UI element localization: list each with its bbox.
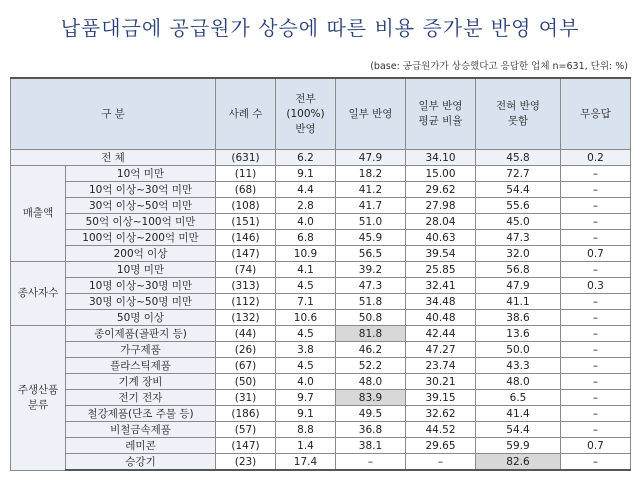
row-label: 30명 이상~50명 미만: [66, 294, 216, 310]
cell-cases: (31): [216, 390, 276, 406]
cell-cases: (57): [216, 422, 276, 438]
cell-none: 54.4: [476, 422, 561, 438]
table-row: [11, 198, 631, 214]
cell-cases: (151): [216, 214, 276, 230]
cell-none: 82.6: [476, 454, 561, 471]
table-row: [11, 278, 631, 294]
cell-partial-avg: 34.48: [406, 294, 476, 310]
total-none: 45.8: [476, 150, 561, 166]
header-row: [11, 78, 631, 150]
cell-none: 55.6: [476, 198, 561, 214]
cell-partial-avg: 23.74: [406, 358, 476, 374]
cell-cases: (44): [216, 326, 276, 342]
total-row: [11, 150, 631, 166]
cell-none: 59.9: [476, 438, 561, 454]
cell-full: 9.1: [276, 406, 336, 422]
cell-full: 9.1: [276, 166, 336, 182]
cell-partial-avg: 32.41: [406, 278, 476, 294]
cell-full: 10.6: [276, 310, 336, 326]
cell-noresp: –: [561, 406, 631, 422]
cell-partial: 50.8: [336, 310, 406, 326]
header-none: 전혀 반영 못함: [476, 78, 561, 150]
group-label: 매출액: [11, 166, 66, 262]
cell-full: 6.8: [276, 230, 336, 246]
cell-partial-avg: –: [406, 454, 476, 471]
cell-full: 2.8: [276, 198, 336, 214]
row-label: 전기 전자: [66, 390, 216, 406]
cell-noresp: –: [561, 374, 631, 390]
total-cases: (631): [216, 150, 276, 166]
cell-full: 10.9: [276, 246, 336, 262]
cell-cases: (23): [216, 454, 276, 471]
cell-partial-avg: 30.21: [406, 374, 476, 390]
cell-full: 4.0: [276, 214, 336, 230]
cell-full: 8.8: [276, 422, 336, 438]
cell-noresp: 0.3: [561, 278, 631, 294]
row-label: 30억 이상~50억 미만: [66, 198, 216, 214]
cell-partial-avg: 27.98: [406, 198, 476, 214]
cell-cases: (186): [216, 406, 276, 422]
cell-none: 32.0: [476, 246, 561, 262]
cell-cases: (146): [216, 230, 276, 246]
cell-noresp: –: [561, 390, 631, 406]
cell-full: 1.4: [276, 438, 336, 454]
cell-cases: (26): [216, 342, 276, 358]
cell-partial-avg: 28.04: [406, 214, 476, 230]
cell-noresp: –: [561, 166, 631, 182]
table-row: [11, 294, 631, 310]
cell-partial-avg: 47.27: [406, 342, 476, 358]
cell-none: 50.0: [476, 342, 561, 358]
cell-partial: 52.2: [336, 358, 406, 374]
cell-none: 13.6: [476, 326, 561, 342]
cell-noresp: –: [561, 454, 631, 471]
cell-none: 48.0: [476, 374, 561, 390]
cell-noresp: –: [561, 214, 631, 230]
cell-partial: 41.2: [336, 182, 406, 198]
cell-full: 4.4: [276, 182, 336, 198]
cell-partial-avg: 29.62: [406, 182, 476, 198]
table-row: [11, 182, 631, 198]
cell-partial: 56.5: [336, 246, 406, 262]
cell-none: 41.4: [476, 406, 561, 422]
row-label: 기계 장비: [66, 374, 216, 390]
cell-partial-avg: 29.65: [406, 438, 476, 454]
cell-partial: 38.1: [336, 438, 406, 454]
cell-cases: (74): [216, 262, 276, 278]
cell-full: 17.4: [276, 454, 336, 471]
cell-noresp: 0.7: [561, 246, 631, 262]
cell-none: 41.1: [476, 294, 561, 310]
cell-none: 45.0: [476, 214, 561, 230]
row-label: 레미콘: [66, 438, 216, 454]
cell-noresp: –: [561, 422, 631, 438]
cell-cases: (11): [216, 166, 276, 182]
row-label: 철강제품(단조 주물 등): [66, 406, 216, 422]
cell-full: 3.8: [276, 342, 336, 358]
cell-none: 6.5: [476, 390, 561, 406]
cell-cases: (68): [216, 182, 276, 198]
cell-partial-avg: 39.15: [406, 390, 476, 406]
table-row: [11, 438, 631, 454]
cell-partial: 49.5: [336, 406, 406, 422]
row-label: 10억 이상~30억 미만: [66, 182, 216, 198]
cell-partial-avg: 32.62: [406, 406, 476, 422]
cell-noresp: –: [561, 230, 631, 246]
cell-noresp: –: [561, 342, 631, 358]
table-row: [11, 246, 631, 262]
cell-none: 72.7: [476, 166, 561, 182]
cell-none: 47.3: [476, 230, 561, 246]
cell-noresp: –: [561, 358, 631, 374]
table-row: [11, 342, 631, 358]
cell-partial: 45.9: [336, 230, 406, 246]
cell-noresp: –: [561, 310, 631, 326]
cell-cases: (112): [216, 294, 276, 310]
cell-noresp: –: [561, 294, 631, 310]
cell-cases: (313): [216, 278, 276, 294]
cell-partial: 39.2: [336, 262, 406, 278]
row-label: 200억 이상: [66, 246, 216, 262]
table-row: [11, 454, 631, 471]
table-row: [11, 358, 631, 374]
cell-full: 4.5: [276, 326, 336, 342]
group-label: 주생산품 분류: [11, 326, 66, 471]
cell-partial: 83.9: [336, 390, 406, 406]
table-note: (base: 공급원가가 상승했다고 응답한 업체 n=631, 단위: %): [370, 61, 628, 72]
cell-partial-avg: 15.00: [406, 166, 476, 182]
total-noresp: 0.2: [561, 150, 631, 166]
header-division: 구 분: [11, 78, 216, 150]
group-label: 종사자수: [11, 262, 66, 326]
cell-partial-avg: 40.63: [406, 230, 476, 246]
cell-cases: (108): [216, 198, 276, 214]
table-row: [11, 214, 631, 230]
cell-none: 43.3: [476, 358, 561, 374]
cell-noresp: –: [561, 326, 631, 342]
row-label: 10명 이상~30명 미만: [66, 278, 216, 294]
total-partial-avg: 34.10: [406, 150, 476, 166]
cell-partial-avg: 39.54: [406, 246, 476, 262]
row-label: 50억 이상~100억 미만: [66, 214, 216, 230]
cell-cases: (147): [216, 438, 276, 454]
cell-partial: 48.0: [336, 374, 406, 390]
row-label: 10명 미만: [66, 262, 216, 278]
cell-partial-avg: 42.44: [406, 326, 476, 342]
table-row: [11, 422, 631, 438]
cell-none: 54.4: [476, 182, 561, 198]
cell-cases: (50): [216, 374, 276, 390]
cell-full: 7.1: [276, 294, 336, 310]
cell-noresp: –: [561, 198, 631, 214]
total-partial: 47.9: [336, 150, 406, 166]
cell-partial: 36.8: [336, 422, 406, 438]
cell-partial: 81.8: [336, 326, 406, 342]
cell-full: 4.1: [276, 262, 336, 278]
table-row: [11, 310, 631, 326]
row-label: 비철금속제품: [66, 422, 216, 438]
cell-partial: 18.2: [336, 166, 406, 182]
header-cases: 사례 수: [216, 78, 276, 150]
cell-partial-avg: 44.52: [406, 422, 476, 438]
cell-full: 4.5: [276, 278, 336, 294]
cell-cases: (67): [216, 358, 276, 374]
row-label: 100억 이상~200억 미만: [66, 230, 216, 246]
row-label: 플라스틱제품: [66, 358, 216, 374]
table-row: [11, 374, 631, 390]
cell-full: 4.0: [276, 374, 336, 390]
table-row: [11, 166, 631, 182]
table-row: [11, 262, 631, 278]
page-title: 납품대금에 공급원가 상승에 따른 비용 증가분 반영 여부: [60, 16, 580, 40]
cell-partial-avg: 25.85: [406, 262, 476, 278]
header-full: 전부 (100%) 반영: [276, 78, 336, 150]
cell-noresp: –: [561, 182, 631, 198]
row-label: 50명 이상: [66, 310, 216, 326]
row-label: 가구제품: [66, 342, 216, 358]
row-label: 승강기: [66, 454, 216, 471]
cell-partial: 41.7: [336, 198, 406, 214]
header-partial-avg: 일부 반영 평균 비율: [406, 78, 476, 150]
cell-partial: 51.0: [336, 214, 406, 230]
cell-partial: 47.3: [336, 278, 406, 294]
total-label: 전 체: [11, 150, 216, 166]
table-row: [11, 390, 631, 406]
cell-none: 56.8: [476, 262, 561, 278]
cell-noresp: –: [561, 262, 631, 278]
header-noresp: 무응답: [561, 78, 631, 150]
cell-none: 47.9: [476, 278, 561, 294]
header-partial: 일부 반영: [336, 78, 406, 150]
cell-full: 9.7: [276, 390, 336, 406]
cell-partial-avg: 40.48: [406, 310, 476, 326]
cell-none: 38.6: [476, 310, 561, 326]
cell-partial: 51.8: [336, 294, 406, 310]
table-row: [11, 230, 631, 246]
row-label: 10억 미만: [66, 166, 216, 182]
cell-noresp: 0.7: [561, 438, 631, 454]
table-row: [11, 406, 631, 422]
results-table: [10, 77, 631, 471]
cell-partial: 46.2: [336, 342, 406, 358]
cell-partial: –: [336, 454, 406, 471]
cell-full: 4.5: [276, 358, 336, 374]
total-full: 6.2: [276, 150, 336, 166]
table-row: [11, 326, 631, 342]
row-label: 종이제품(골판지 등): [66, 326, 216, 342]
cell-cases: (147): [216, 246, 276, 262]
cell-cases: (132): [216, 310, 276, 326]
